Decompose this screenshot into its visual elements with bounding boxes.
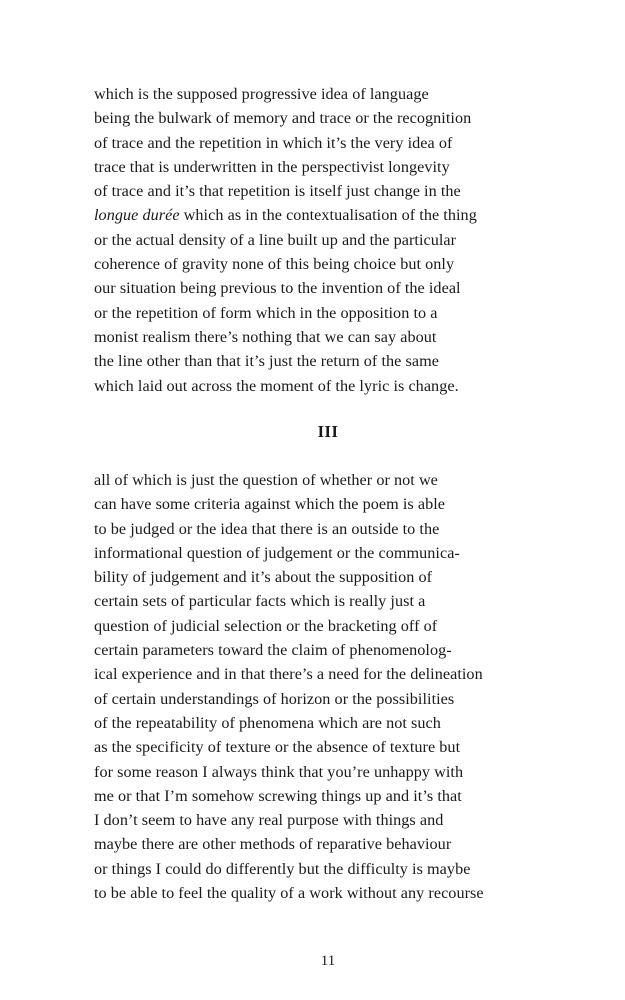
stanza-2-line-2: can have some criteria against which the poem is able	[94, 495, 445, 514]
stanza-2-line-9: ical experience and in that there’s a need for the delineation	[94, 665, 483, 684]
stanza-1-line-7: or the actual density of a line built up and the particular	[94, 230, 457, 249]
stanza-2-line-10: of certain understandings of horizon or the possibilities	[94, 689, 455, 708]
stanza-2-line-8: certain parameters toward the claim of phenomenolog-	[94, 641, 452, 660]
stanza-2-line-11: of the repeatability of phenomena which are not such	[94, 713, 441, 732]
stanza-1-line-6-text: which as in the contextualisation of the thing	[183, 206, 477, 225]
stanza-2-line-3: to be judged or the idea that there is an outside to the	[94, 519, 440, 538]
stanza-1-line-10: or the repetition of form which in the opposition to a	[94, 303, 438, 322]
stanza-1-line-2: being the bulwark of memory and trace or the recognition	[94, 109, 472, 128]
stanza-2-line-5: bility of judgement and it’s about the supposition of	[94, 568, 433, 587]
stanza-1-line-4: trace that is underwritten in the perspectivist longevity	[94, 157, 450, 176]
stanza-1-line-1: which is the supposed progressive idea of language	[94, 85, 429, 103]
stanza-2	[94, 468, 574, 905]
section-heading: III	[317, 422, 339, 441]
stanza-2-line-18: to be able to feel the quality of a work without any recourse	[94, 884, 484, 903]
stanza-1-line-6	[94, 203, 574, 227]
stanza-2-line-1: all of which is just the question of whether or not we	[94, 471, 438, 489]
stanza-2-line-15: I don’t seem to have any real purpose with things and	[94, 811, 444, 830]
italic-phrase: longue durée	[94, 206, 180, 225]
stanza-2-line-14: me or that I’m somehow screwing things up and it’s that	[94, 786, 462, 805]
stanza-2-line-6: certain sets of particular facts which is really just a	[94, 592, 426, 611]
page-number: 11	[320, 953, 336, 969]
stanza-1-line-9: our situation being previous to the invention of the ideal	[94, 279, 461, 298]
stanza-1-line-12: the line other than that it’s just the return of the same	[94, 352, 439, 371]
stanza-1-line-5: of trace and it’s that repetition is itself just change in the	[94, 182, 461, 201]
stanza-2-line-16: maybe there are other methods of reparative behaviour	[94, 835, 452, 854]
stanza-1-line-11: monist realism there’s nothing that we can say about	[94, 327, 437, 346]
stanza-2-line-17: or things I could do differently but the difficulty is maybe	[94, 859, 471, 878]
stanza-2-line-7: question of judicial selection or the bracketing off of	[94, 616, 438, 635]
stanza-1	[94, 82, 574, 398]
stanza-1-line-8: coherence of gravity none of this being choice but only	[94, 255, 455, 274]
stanza-2-line-13: for some reason I always think that you’re unhappy with	[94, 762, 464, 781]
stanza-2-line-4: informational question of judgement or the communica-	[94, 543, 460, 562]
stanza-1-line-3: of trace and the repetition in which it’s the very idea of	[94, 133, 453, 152]
stanza-2-line-12: as the specificity of texture or the absence of texture but	[94, 738, 461, 757]
stanza-1-line-13: which laid out across the moment of the lyric is change.	[94, 376, 459, 395]
